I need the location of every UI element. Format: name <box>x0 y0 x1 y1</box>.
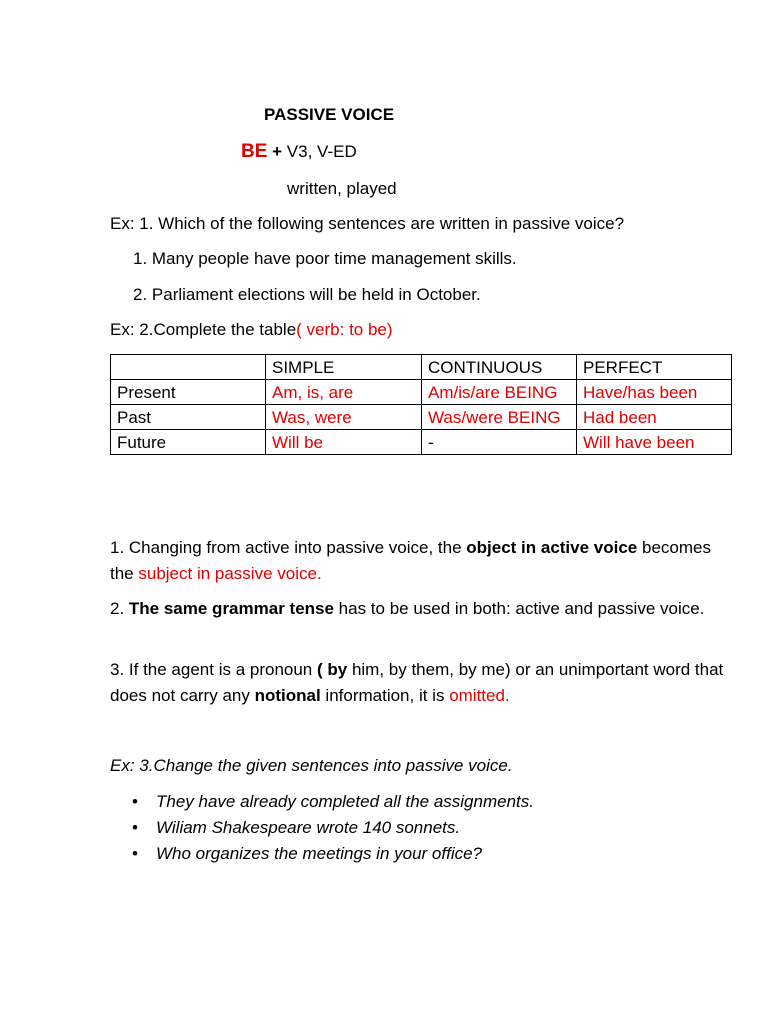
exercise-1-prompt: Ex: 1. Which of the following sentences are written in passive voice? <box>110 214 625 233</box>
exercise-2-prompt <box>110 320 393 340</box>
formula-rest: V3, V-ED <box>282 142 357 161</box>
table-cell-simple: Was, were <box>266 405 422 430</box>
page-title: PASSIVE VOICE <box>264 105 395 124</box>
list-item-text: Who organizes the meetings in your office? <box>156 844 483 863</box>
rule-1 <box>110 535 730 587</box>
rule-2-text: 2. <box>110 599 129 618</box>
table-header-cell <box>111 355 266 380</box>
rule-1-text: becomes the <box>110 538 711 583</box>
bullet-icon: • <box>132 792 138 811</box>
rule-2-bold: The same grammar tense <box>128 599 334 618</box>
be-tense-table <box>110 354 732 455</box>
formula <box>241 141 357 163</box>
table-header-cell: SIMPLE <box>266 355 422 380</box>
exercise-3-prompt: Ex: 3.Change the given sentences into passive voice. <box>110 756 513 775</box>
exercise-1-sentence: 2. Parliament elections will be held in October. <box>133 285 481 304</box>
formula-plus: + <box>272 142 283 161</box>
list-item-text: They have already completed all the assignments. <box>156 792 534 811</box>
table-row <box>111 405 732 430</box>
rule-3 <box>110 657 730 709</box>
table-row-label: Present <box>111 380 266 405</box>
formula-be: BE <box>241 141 268 162</box>
table-cell-continuous: - <box>422 430 577 455</box>
rule-3-text: information, it is <box>320 686 450 705</box>
rule-3-text: him, by them, by me) or an unimportant word that does not carry any <box>110 660 724 705</box>
list-item <box>130 789 534 815</box>
table-row <box>111 380 732 405</box>
rule-3-highlight: omitted. <box>449 686 510 705</box>
formula-examples: written, played <box>287 179 397 198</box>
table-row-label: Past <box>111 405 266 430</box>
rule-1-text: 1. Changing from active into passive voice, the <box>110 538 467 557</box>
exercise-2-hint: ( verb: to be) <box>296 320 393 339</box>
list-item <box>130 841 534 867</box>
bullet-icon: • <box>132 818 138 837</box>
table-cell-continuous: Am/is/are BEING <box>422 380 577 405</box>
exercise-3-list <box>130 789 534 867</box>
list-item-text: Wiliam Shakespeare wrote 140 sonnets. <box>156 818 461 837</box>
table-row <box>111 430 732 455</box>
table-cell-perfect: Have/has been <box>577 380 732 405</box>
bullet-icon: • <box>132 844 138 863</box>
rule-1-bold: object in active voice <box>466 538 638 557</box>
table-cell-continuous: Was/were BEING <box>422 405 577 430</box>
rule-2-text: has to be used in both: active and passive voice. <box>333 599 705 618</box>
rule-2 <box>110 596 730 622</box>
rule-3-bold: ( by <box>316 660 348 679</box>
table-cell-perfect: Will have been <box>577 430 732 455</box>
rule-3-text: 3. If the agent is a pronoun <box>110 660 317 679</box>
rule-1-highlight: subject in passive voice. <box>138 564 322 583</box>
table-row-label: Future <box>111 430 266 455</box>
exercise-1-sentence: 1. Many people have poor time management skills. <box>133 249 517 268</box>
rule-3-bold: notional <box>254 686 321 705</box>
table-cell-simple: Will be <box>266 430 422 455</box>
table-cell-perfect: Had been <box>577 405 732 430</box>
exercise-2-text: Ex: 2.Complete the table <box>110 320 297 339</box>
table-cell-simple: Am, is, are <box>266 380 422 405</box>
table-header-cell: CONTINUOUS <box>422 355 577 380</box>
table-header-cell: PERFECT <box>577 355 732 380</box>
list-item <box>130 815 534 841</box>
table-header-row <box>111 355 732 380</box>
